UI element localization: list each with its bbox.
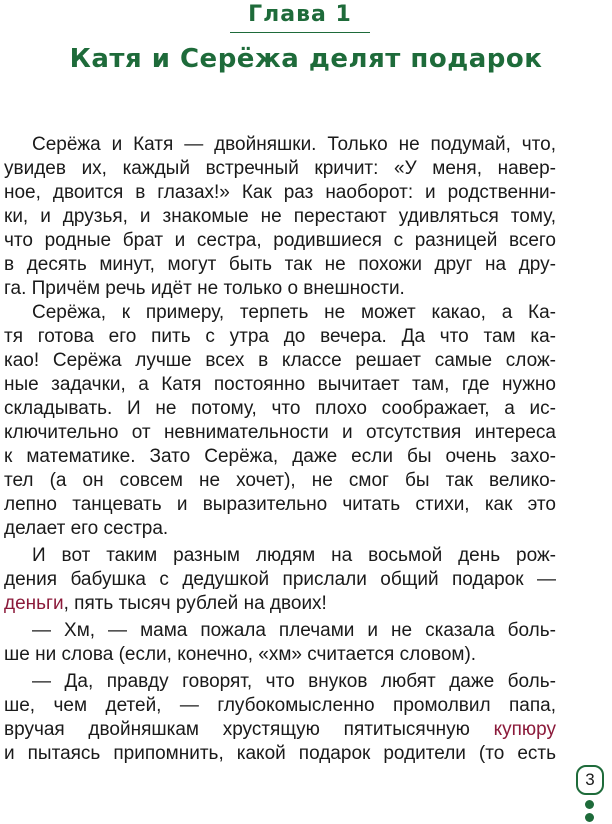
text-segment: в десять минут, могут быть так не похожи друг на дру- xyxy=(4,254,556,275)
chapter-title: Катя и Серёжа делят подарок xyxy=(69,44,543,74)
text-segment: као! Серёжа лучше всех в классе решает самые слож- xyxy=(4,350,556,371)
text-line xyxy=(4,592,556,616)
text-segment: ное, двоится в глазах!» Как раз наоборот: и родственни- xyxy=(4,182,556,203)
text-segment: Серёжа и Катя — двойняшки. Только не подумай, что, xyxy=(32,134,556,155)
text-line xyxy=(4,517,556,541)
text-line xyxy=(4,643,556,667)
text-segment: делает его сестра. xyxy=(4,518,169,539)
text-line xyxy=(4,349,556,373)
text-segment: — Хм, — мама пожала плечами и не сказала боль- xyxy=(32,620,556,641)
highlighted-word: купюру xyxy=(493,719,556,740)
text-segment: ше ни слова (если, конечно, «хм» считается словом). xyxy=(4,644,477,665)
text-line xyxy=(4,670,556,694)
text-line xyxy=(4,568,556,592)
text-line xyxy=(4,445,556,469)
text-line xyxy=(4,157,556,181)
text-segment: — Да, правду говорят, что внуков любят даже боль- xyxy=(32,671,556,692)
text-line xyxy=(4,229,556,253)
text-line xyxy=(4,469,556,493)
page-marker-dot xyxy=(585,800,594,809)
text-line xyxy=(4,718,556,742)
text-segment: ше, чем детей, — глубокомысленно промолвил папа, xyxy=(4,695,556,716)
text-line xyxy=(4,205,556,229)
text-segment: ные задачки, а Катя постоянно вычитает там, где нужно xyxy=(4,374,556,395)
text-segment: лепно танцевать и выразительно читать стихи, как это xyxy=(4,494,556,515)
chapter-label: Глава 1 xyxy=(248,2,352,27)
text-line xyxy=(4,301,556,325)
text-line xyxy=(4,694,556,718)
text-line xyxy=(4,253,556,277)
chapter-body xyxy=(4,133,556,766)
text-segment: складывать. И не потому, что плохо соображает, а ис- xyxy=(4,398,556,419)
text-line xyxy=(4,133,556,157)
page-marker-dot xyxy=(585,813,594,822)
chapter-divider xyxy=(230,32,370,33)
text-line xyxy=(4,181,556,205)
text-line xyxy=(4,397,556,421)
text-line xyxy=(4,619,556,643)
text-segment: ключительно от невнимательности и отсутствия интереса xyxy=(4,422,556,443)
text-segment: ки, и друзья, и знакомые не перестают удивляться тому, xyxy=(4,206,556,227)
text-line xyxy=(4,742,556,766)
text-line xyxy=(4,277,556,301)
text-line xyxy=(4,421,556,445)
text-segment: И вот таким разным людям на восьмой день рож- xyxy=(32,545,556,566)
highlighted-word: деньги xyxy=(4,593,64,614)
text-line xyxy=(4,373,556,397)
text-segment: тел (а он совсем не хочет), не смог бы так велико- xyxy=(4,470,556,491)
text-segment: и пытаясь припомнить, какой подарок родители (то есть xyxy=(4,743,556,764)
text-segment: к математике. Зато Серёжа, даже если бы очень захо- xyxy=(4,446,556,467)
text-segment: вручая двойняшкам хрустящую пятитысячную xyxy=(4,719,494,740)
text-segment: тя готова его пить с утра до вечера. Да что там ка- xyxy=(4,326,556,347)
text-segment: увидев их, каждый встречный кричит: «У меня, навер- xyxy=(4,158,556,179)
text-segment: , пять тысяч рублей на двоих! xyxy=(63,593,327,614)
text-segment: Серёжа, к примеру, терпеть не может какао, а Ка- xyxy=(32,302,556,323)
text-segment: га. Причём речь идёт не только о внешности. xyxy=(4,278,405,299)
text-line xyxy=(4,325,556,349)
text-segment: что родные брат и сестра, родившиеся с разницей всего xyxy=(4,230,556,251)
text-line xyxy=(4,544,556,568)
text-segment: дения бабушка с дедушкой прислали общий подарок — xyxy=(4,569,556,590)
text-line xyxy=(4,493,556,517)
page-number: 3 xyxy=(576,765,604,795)
